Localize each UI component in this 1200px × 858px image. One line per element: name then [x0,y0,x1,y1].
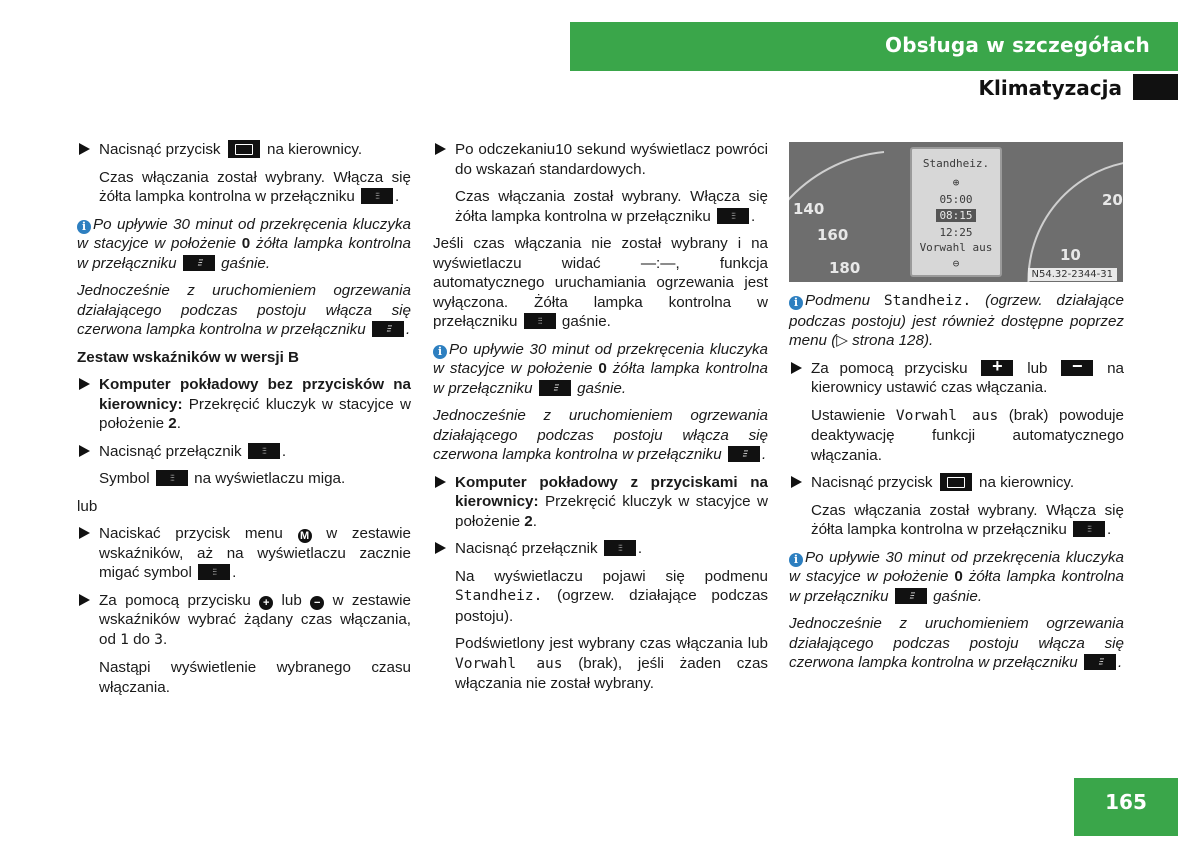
heater-switch-icon [372,321,404,337]
info-icon: i [789,553,803,567]
gauge-label: 10 [1060,246,1081,264]
heater-switch-icon [604,540,636,556]
display-title: Standheiz. [922,157,990,170]
info-icon: i [77,220,91,234]
page-number-band [1074,778,1178,836]
time-option: 12:25 [939,226,973,239]
subsection-title: Klimatyzacja [978,76,1122,100]
heater-switch-icon [1073,521,1105,537]
time-option: 05:00 [939,193,973,206]
step-result: Podświetlony jest wybrany czas włączania lub Vorwahl aus (brak), jeśli żaden czas włączania nie został wybrany. [455,635,768,692]
gauge-label: 160 [817,226,849,244]
heater-switch-icon [1084,654,1116,670]
heater-switch-icon [717,208,749,224]
menu-key-icon: M [298,529,312,543]
note: Jednocześnie z uruchomieniem ogrzewania działającego podczas postoju włącza się czerwona lampka kontrolna w przełączniku ⫶⫶⫶ . [77,281,411,340]
heater-symbol-icon [156,470,188,486]
step-result: Ustawienie Vorwahl aus (brak) powoduje deaktywację funkcji automatycznego włączania. [811,406,1124,464]
step-result: Czas włączania został wybrany. Włącza się żółta lampka kontrolna w przełączniku ⫶⫶⫶ . [77,168,411,207]
heater-switch-icon [728,446,760,462]
step-result: Czas włączania został wybrany. Włącza się żółta lampka kontrolna w przełączniku ⫶⫶⫶ . [433,187,768,226]
heading: Zestaw wskaźników w wersji B [77,348,299,366]
column-1 [77,140,411,705]
step: Nacisnąć przycisk na kierownicy. [789,473,1124,493]
step-result: Nastąpi wyświetlenie wybranego czasu włączania. [99,659,411,696]
gauge-label: 180 [829,259,861,277]
step: Za pomocą przycisku + lub − na kierownicy ustawić czas włączania. [789,359,1124,398]
step: Za pomocą przycisku + lub − w zestawie wskaźników wybrać żądany czas włączania, od 1 do 3. [77,591,411,651]
heater-symbol-icon [198,564,230,580]
page-number: 165 [1105,790,1147,814]
subsection-marker [1133,74,1178,100]
minus-key-icon: − [310,596,324,610]
heater-switch-icon [248,443,280,459]
step: Po odczekaniu10 sekund wyświetlacz powróci do wskazań standardowych. [433,140,768,179]
gauge-label: 140 [793,200,825,218]
gauge-label: 20 [1102,191,1123,209]
step: Nacisnąć przełącznik ⫶⫶⫶ . [77,442,411,462]
time-option-selected: 08:15 [936,209,975,222]
or-text: lub [77,497,98,515]
display-key-icon [940,473,972,491]
info-icon: i [433,345,447,359]
step: Nacisnąć przełącznik ⫶⫶⫶ . [433,539,768,559]
heater-switch-icon [539,380,571,396]
step: Nacisnąć przycisk na kierownicy. [77,140,411,160]
plus-icon: ⊕ [952,176,960,189]
info-note: i Po upływie 30 minut od przekręcenia kluczyka w stacyjce w położenie 0 żółta lampka kontrolna w przełączniku ⫶⫶⫶ gaśnie. [789,548,1124,607]
plus-button-icon [981,360,1013,376]
info-note: i Podmenu Standheiz. (ogrzew. działające podczas postoju) jest również dostępne poprzez menu (▷ strona 128). [789,292,1124,349]
minus-button-icon [1061,360,1093,376]
section-header-band [570,22,1178,71]
step: Komputer pokładowy bez przycisków na kierownicy: Przekręcić kluczyk w stacyjce w położenie 2. [77,375,411,434]
note: Jednocześnie z uruchomieniem ogrzewania działającego podczas postoju włącza się czerwona lampka kontrolna w przełączniku ⫶⫶⫶ . [433,406,768,465]
heater-switch-icon [183,255,215,271]
note: Jednocześnie z uruchomieniem ogrzewania działającego podczas postoju włącza się czerwona lampka kontrolna w przełączniku ⫶⫶⫶ . [789,614,1124,673]
column-2 [433,140,768,702]
figure-code: N54.32-2344-31 [1028,268,1118,281]
plus-key-icon: + [259,596,273,610]
info-icon: i [789,296,803,310]
section-title: Obsługa w szczegółach [885,33,1150,57]
step-result: Na wyświetlaczu pojawi się podmenu Standheiz. (ogrzew. działające podczas postoju). [455,567,768,625]
info-note: i Po upływie 30 minut od przekręcenia kluczyka w stacyjce w położenie 0 żółta lampka kontrolna w przełączniku ⫶⫶⫶ gaśnie. [433,340,768,399]
step: Komputer pokładowy z przyciskami na kierownicy: Przekręcić kluczyk w stacyjce w położenie 2. [433,473,768,532]
display-key-icon [228,140,260,158]
step: Naciskać przycisk menu M w zestawie wskaźników, aż na wyświetlaczu zacznie migać symbol ⫶⫶⫶ . [77,524,411,583]
paragraph: Jeśli czas włączania nie został wybrany i na wyświetlaczu widać —:—, funkcja automatycznego uruchamiania ogrzewania jest wyłączona. Żółta lampka kontrolna w przełączniku ⫶⫶⫶ gaśnie. [433,234,768,332]
cluster-display [910,147,1002,277]
info-note: i Po upływie 30 minut od przekręcenia kluczyka w stacyjce w położenie 0 żółta lampka kontrolna w przełączniku ⫶⫶⫶ gaśnie. [77,215,411,274]
heater-switch-icon [361,188,393,204]
step-result: Czas włączania został wybrany. Włącza się żółta lampka kontrolna w przełączniku ⫶⫶⫶ . [789,501,1124,540]
instrument-cluster-figure [789,142,1123,282]
heater-switch-icon [895,588,927,604]
heater-switch-icon [524,313,556,329]
preselect-off: Vorwahl aus [919,241,993,254]
step-result: Symbol ⫶⫶⫶ na wyświetlaczu miga. [77,469,411,489]
column-3 [789,291,1124,681]
minus-icon: ⊖ [952,257,960,270]
